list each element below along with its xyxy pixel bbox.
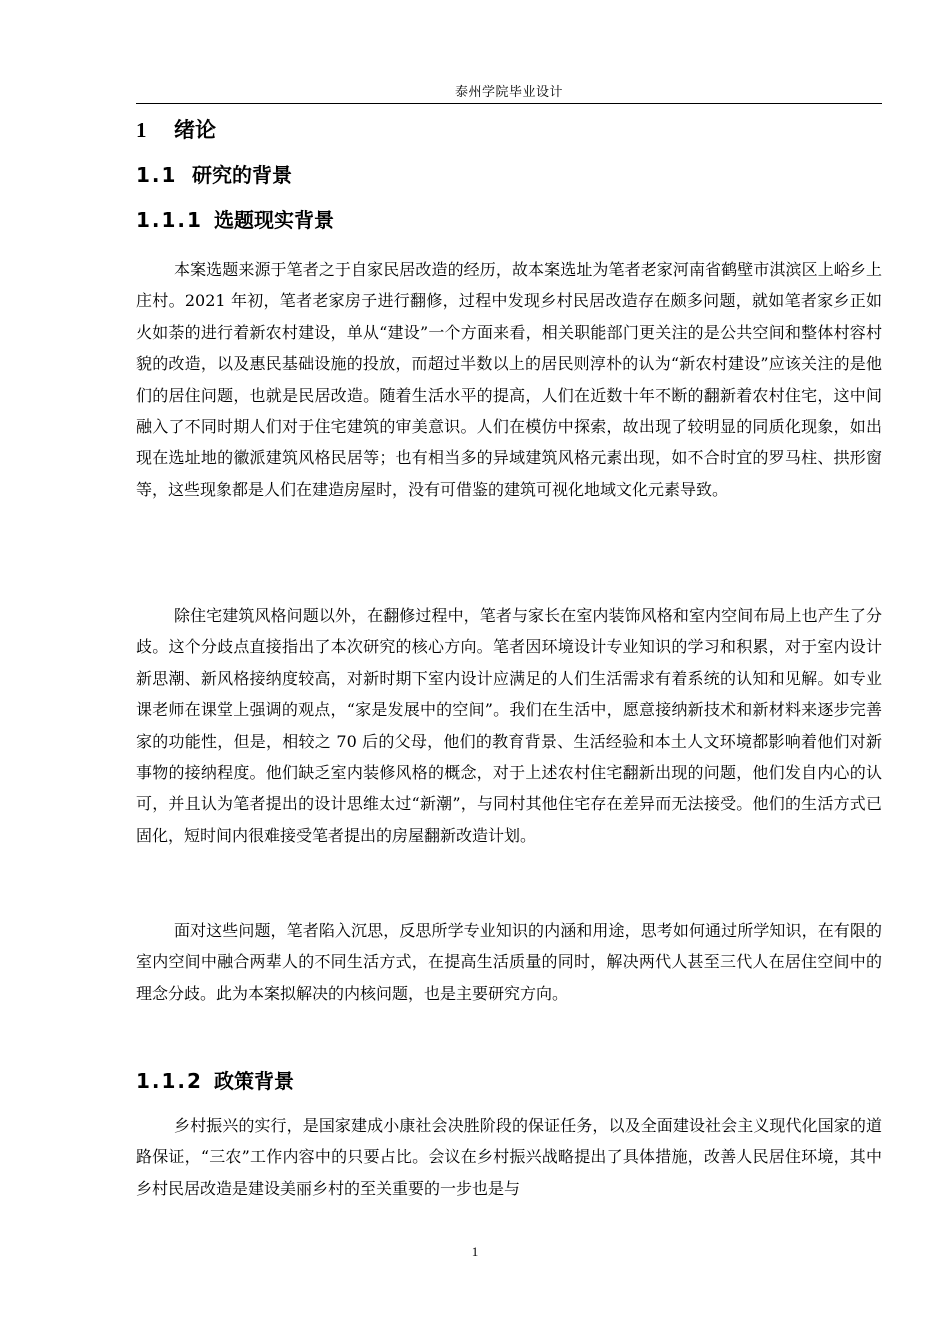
- page-number: 1: [471, 1244, 479, 1259]
- body-paragraph: 除住宅建筑风格问题以外，在翻修过程中，笔者与家长在室内装饰风格和室内空间布局上也产生了分歧。这个分歧点直接指出了本次研究的核心方向。笔者因环境设计专业知识的学习和积累，对于室内设计新思潮、新风格接纳度较高，对新时期下室内设计应满足的人们生活需求有着系统的认知和见解。如专业课老师在课堂上强调的观点，“家是发展中的空间”。我们在生活中，愿意接纳新技术和新材料来逐步完善家的功能性，但是，相较之 70 后的父母，他们的教育背景、生活经验和本土人文环境都影响着他们对新事物的接纳程度。他们缺乏室内装修风格的概念，对于上述农村住宅翻新出现的问题，他们发自内心的认可，并且认为笔者提出的设计思维太过“新潮”，与同村其他住宅存在差异而无法接受。他们的生活方式已固化，短时间内很难接受笔者提出的房屋翻新改造计划。: [136, 606, 882, 845]
- subsection-title: 选题现实背景: [214, 208, 334, 232]
- section-number: 1.1: [136, 163, 178, 187]
- section-heading: [136, 159, 292, 188]
- subsection-number: 1.1.2: [136, 1069, 203, 1093]
- header-divider: [136, 103, 882, 104]
- body-paragraph: 本案选题来源于笔者之于自家民居改造的经历，故本案选址为笔者老家河南省鹤壁市淇滨区上峪乡上庄村。2021 年初，笔者老家房子进行翻修，过程中发现乡村民居改造存在颇多问题，就如笔者家乡正如火如荼的进行着新农村建设，单从“建设”一个方面来看，相关职能部门更关注的是公共空间和整体村容村貌的改造，以及惠民基础设施的投放，而超过半数以上的居民则淳朴的认为“新农村建设”应该关注的是他们的居住问题，也就是民居改造。随着生活水平的提高，人们在近数十年不断的翻新着农村住宅，这中间融入了不同时期人们对于住宅建筑的审美意识。人们在模仿中探索，故出现了较明显的同质化现象，如出现在选址地的徽派建筑风格民居等；也有相当多的异域建筑风格元素出现，如不合时宜的罗马柱、拱形窗等，这些现象都是人们在建造房屋时，没有可借鉴的建筑可视化地域文化元素导致。: [136, 260, 882, 499]
- subsection-heading: [136, 1065, 294, 1094]
- subsection-number: 1.1.1: [136, 208, 203, 232]
- chapter-title: 绪论: [174, 117, 216, 142]
- body-paragraph: 面对这些问题，笔者陷入沉思，反思所学专业知识的内涵和用途，思考如何通过所学知识，在有限的室内空间中融合两辈人的不同生活方式，在提高生活质量的同时，解决两代人甚至三代人在居住空间中的理念分歧。此为本案拟解决的内核问题，也是主要研究方向。: [136, 921, 882, 1003]
- chapter-heading: [136, 114, 216, 144]
- page-header-title: 泰州学院毕业设计: [454, 85, 563, 100]
- subsection-heading: [136, 204, 334, 233]
- body-paragraph: 乡村振兴的实行，是国家建成小康社会决胜阶段的保证任务，以及全面建设社会主义现代化国家的道路保证，“三农”工作内容中的只要占比。会议在乡村振兴战略提出了具体措施，改善人民居住环境，其中乡村民居改造是建设美丽乡村的至关重要的一步也是与: [136, 1116, 882, 1198]
- section-title: 研究的背景: [192, 163, 292, 187]
- chapter-number: 1: [136, 118, 149, 142]
- subsection-title: 政策背景: [214, 1069, 294, 1093]
